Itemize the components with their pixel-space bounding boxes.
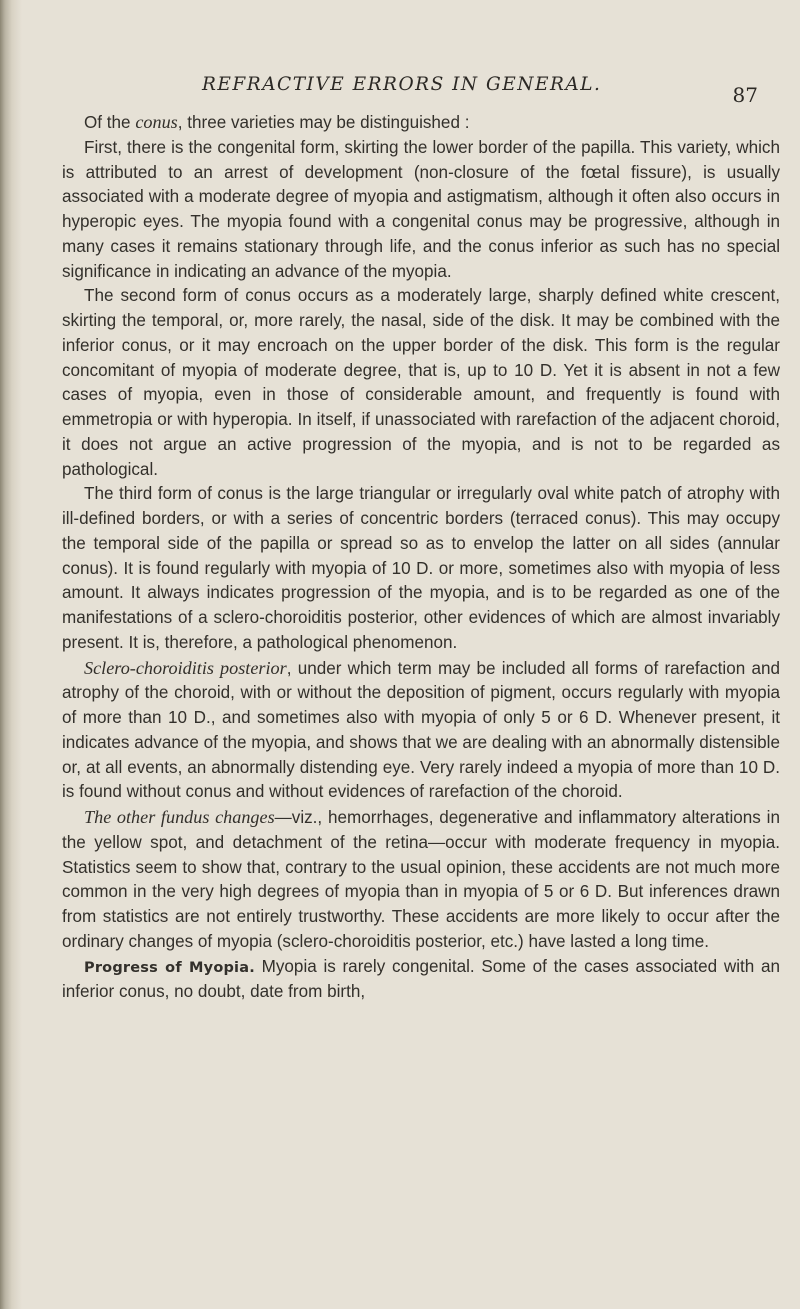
body-text <box>62 110 780 1005</box>
paragraph-conus-intro <box>62 110 780 136</box>
text-segment: Myopia is rarely congenital. Some of the cases associated with an inferior conus, no doubt, date from birth, <box>62 956 780 1002</box>
italic-term: conus <box>135 112 178 132</box>
paragraph-sclero-choroiditis <box>62 656 780 806</box>
paragraph-first-form: First, there is the congenital form, skirting the lower border of the papilla. This variety, which is attributed to an arrest of development (non-closure of the fœtal fissure), is usually associated with a moderate degree of myopia and astigmatism, although it often also occurs in hyperopic eyes. The myopia found with a congenital conus may be progressive, although in many cases it remains stationary through life, and the conus inferior as such has no special significance in indicating an advance of the myopia. <box>62 137 780 281</box>
italic-term: The other fundus changes <box>84 807 275 827</box>
paragraph-second-form: The second form of conus occurs as a moderately large, sharply defined white crescent, skirting the temporal, or, more rarely, the nasal, side of the disk. It may be combined with the inferior conus, or it may encroach on the upper border of the disk. This form is the regular concomitant of myopia of moderate degree, that is, up to 10 D. Yet it is absent in not a few cases of myopia, even in those of considerable amount, and frequently is found with emmetropia or with hyperopia. In itself, if unassociated with rarefaction of the adjacent choroid, it does not argue an active progression of the myopia, and is not to be regarded as pathological. <box>62 286 780 479</box>
text-segment: Of the <box>84 113 136 132</box>
paragraph-progress-of-myopia <box>62 955 780 1006</box>
text-segment: —viz., hemorrhages, degenerative and inflammatory alterations in the yellow spot, and detachment of the retina—occur with moderate frequency in myopia. Statistics seem to show that, contrary to the usual opinion, these accidents are not much more common in the very high degrees of myopia than in myopia of 5 or 6 D. But inferences drawn from statistics are not entirely trustworthy. These accidents are more likely to occur after the ordinary changes of myopia (sclero-choroiditis posterior, etc.) have lasted a long time. <box>62 808 780 951</box>
paragraph-third-form: The third form of conus is the large triangular or irregularly oval white patch of atrophy with ill-defined borders, or with a series of concentric borders (terraced conus). This may occupy the temporal side of the papilla or spread so as to envelop the latter on all sides (annular conus). It is found regularly with myopia of 10 D. or more, sometimes also with myopia of less amount. It always indicates progression of the myopia, and is to be regarded as one of the manifestations of a sclero-choroiditis posterior, other evidences of which are almost invariably present. It is, therefore, a pathological phenomenon. <box>62 484 780 652</box>
text-segment: , three varieties may be distinguished : <box>177 113 470 132</box>
running-head <box>62 70 780 110</box>
section-sidehead: Progress of Myopia. <box>84 959 255 976</box>
paragraph-other-fundus-changes <box>62 805 780 955</box>
header-title: REFRACTIVE ERRORS IN GENERAL. <box>202 74 602 95</box>
page-number: 87 <box>732 83 758 107</box>
text-segment: , under which term may be included all forms of rarefaction and atrophy of the choroid, with or without the deposition of pigment, occurs regularly with myopia of more than 10 D., and sometimes also with myopia of only 5 or 6 D. Whenever present, it indicates advance of the myopia, and shows that we are dealing with an abnormally distensible or, at all events, an abnormally distending eye. Very rarely indeed a myopia of more than 10 D. is found without conus and without evidences of rarefaction of the choroid. <box>62 658 780 802</box>
italic-term: Sclero-choroiditis posterior <box>84 657 287 678</box>
book-page <box>62 70 780 1005</box>
binding-edge <box>0 0 22 1309</box>
